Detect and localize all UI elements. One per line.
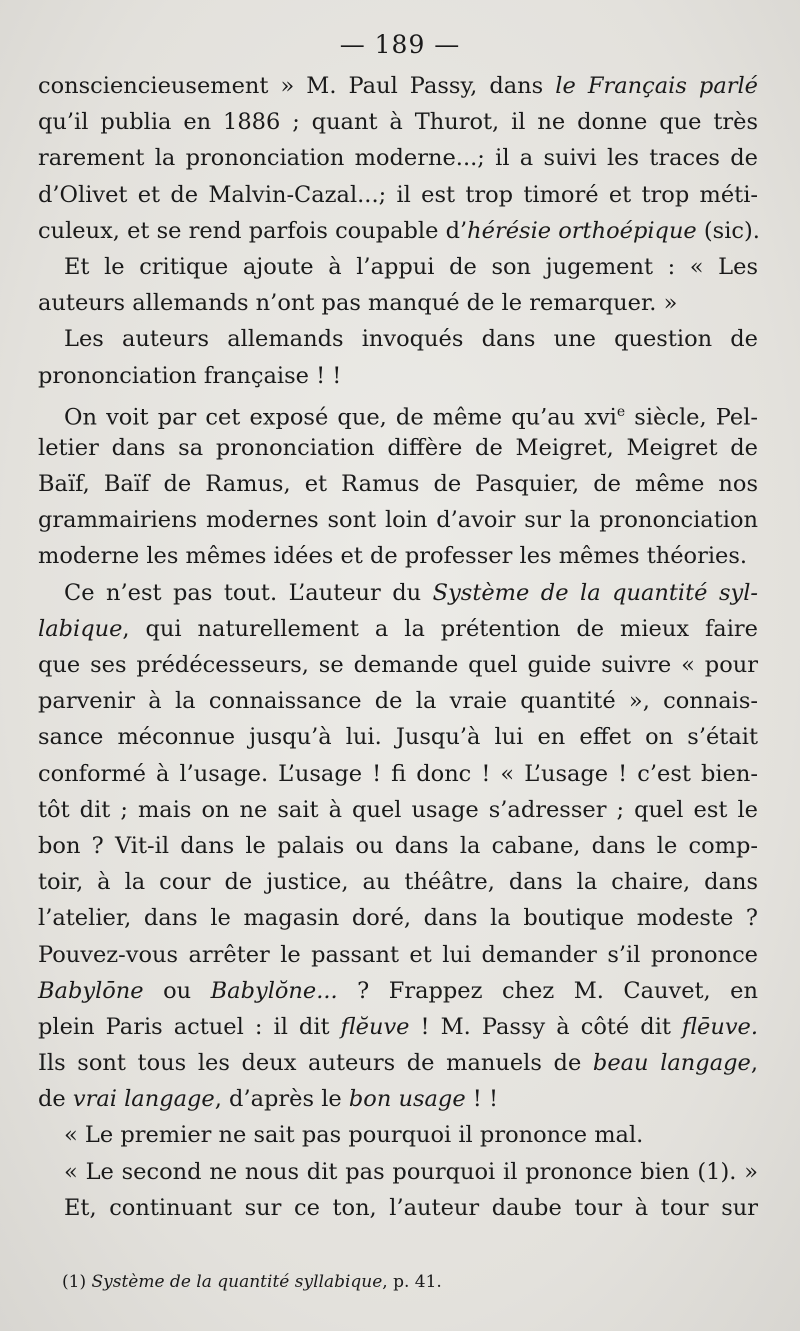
text-line	[38, 1045, 758, 1081]
text-run: (sic).	[696, 217, 760, 244]
text-line	[38, 973, 758, 1009]
text-run: l’atelier, dans le magasin doré, dans la boutique modeste ?	[38, 905, 758, 932]
text-run: Ce n’est pas tout. L’auteur du	[64, 579, 433, 606]
italic-text: le Français parlé	[555, 73, 759, 99]
italic-text: hérésie orthoépique	[467, 217, 697, 244]
text-run: sance méconnue jusqu’à lui. Jusqu’à lui en effet on s’était	[38, 724, 758, 751]
text-run: moderne les mêmes idées et de professer les mêmes théories.	[38, 543, 748, 570]
text-run: bon ? Vit-il dans le palais ou dans la cabane, dans le comp-	[38, 832, 758, 859]
italic-text: flĕuve	[340, 1013, 410, 1040]
text-line	[38, 321, 758, 357]
italic-text: vrai langage	[72, 1086, 215, 1113]
text-run: prononciation française ! !	[38, 362, 342, 389]
text-line	[38, 140, 758, 176]
text-run: ou	[143, 977, 211, 1004]
text-line	[38, 394, 758, 430]
text-line	[38, 937, 758, 973]
text-line	[38, 828, 758, 864]
italic-text: flēuve.	[682, 1013, 758, 1040]
text-line	[38, 1009, 758, 1045]
text-run: siècle, Pel-	[625, 404, 758, 431]
text-run: toir, à la cour de justice, au théâtre, dans la chaire, dans	[38, 869, 758, 896]
text-line	[38, 1190, 758, 1226]
text-line	[38, 538, 758, 574]
text-run: , d’après le	[214, 1086, 349, 1113]
text-run: parvenir à la connaissance de la vraie quantité », connais-	[38, 688, 758, 715]
text-line	[38, 502, 758, 538]
text-run: qu’il publia en 1886 ; quant à Thurot, il ne donne que très	[38, 109, 758, 136]
text-run: auteurs allemands n’ont pas manqué de le remarquer. »	[38, 290, 678, 317]
text-line	[38, 213, 758, 249]
text-line	[38, 358, 758, 394]
italic-text: labique	[38, 615, 123, 642]
text-run: Et le critique ajoute à l’appui de son jugement : « Les	[64, 253, 758, 280]
footnote-title: Système de la quantité syllabique	[91, 1272, 383, 1292]
text-run: Les auteurs allemands invoqués dans une question de	[64, 326, 758, 353]
text-line	[38, 430, 758, 466]
page-number: — 189 —	[339, 30, 461, 59]
footnote-marker: (1)	[62, 1272, 92, 1292]
text-run: Ils sont tous les deux auteurs de manuels de	[38, 1050, 593, 1077]
text-line	[38, 1154, 758, 1190]
text-run: tôt dit ; mais on ne sait à quel usage s’adresser ; quel est le	[38, 796, 758, 823]
text-line	[38, 575, 758, 611]
text-run: ! M. Passy à côté dit	[409, 1013, 682, 1040]
text-run: consciencieusement » M. Paul Passy, dans	[38, 73, 556, 99]
text-line	[38, 177, 758, 213]
text-run: « Le second ne nous dit pas pourquoi il prononce bien (1). »	[64, 1158, 758, 1185]
italic-text: Système de la quantité syl-	[432, 579, 758, 606]
text-line	[38, 249, 758, 285]
text-run: conformé à l’usage. L’usage ! fi donc ! « L’usage ! c’est bien-	[38, 760, 758, 787]
italic-text: bon usage	[348, 1086, 466, 1113]
text-line	[38, 1117, 758, 1153]
text-line	[38, 466, 758, 502]
text-line	[38, 68, 758, 104]
text-run: rarement la prononciation moderne...; il a suivi les traces de	[38, 145, 758, 172]
text-line	[38, 756, 758, 792]
italic-text: beau langage	[592, 1050, 751, 1077]
footnote	[62, 1272, 442, 1292]
text-line	[38, 900, 758, 936]
text-line	[38, 104, 758, 140]
text-run: Pouvez-vous arrêter le passant et lui demander s’il prononce	[38, 941, 758, 968]
text-run: grammairiens modernes sont loin d’avoir sur la prononciation	[38, 507, 758, 534]
text-run: culeux, et se rend parfois coupable d’	[38, 217, 468, 244]
italic-text: Babylŏne...	[210, 977, 338, 1004]
text-line	[38, 611, 758, 647]
text-line	[38, 864, 758, 900]
text-run: ? Frappez chez M. Cauvet, en	[337, 977, 758, 1004]
footnote-rest: , p. 41.	[382, 1272, 442, 1292]
italic-text: Babylōne	[38, 977, 144, 1004]
text-run: On voit par cet exposé que, de même qu’au xvi	[64, 404, 617, 431]
text-run: d’Olivet et de Malvin-Cazal...; il est trop timoré et trop méti-	[38, 181, 758, 208]
body-text	[38, 68, 758, 1226]
text-line	[38, 683, 758, 719]
text-run: e	[616, 403, 626, 420]
text-line	[38, 719, 758, 755]
text-run: Baïf, Baïf de Ramus, et Ramus de Pasquier, de même nos	[38, 471, 758, 498]
text-line	[38, 792, 758, 828]
text-line	[38, 1081, 758, 1117]
text-run: ! !	[465, 1086, 499, 1113]
text-run: letier dans sa prononciation diffère de Meigret, Meigret de	[38, 434, 758, 461]
text-run: , qui naturellement a la prétention de mieux faire	[122, 615, 758, 642]
text-run: plein Paris actuel : il dit	[38, 1013, 341, 1040]
text-run: de	[38, 1086, 73, 1113]
text-run: que ses prédécesseurs, se demande quel guide suivre « pour	[38, 652, 758, 678]
text-run: Et, continuant sur ce ton, l’auteur daube tour à tour sur	[64, 1194, 758, 1221]
text-line	[38, 647, 758, 683]
text-run: ,	[750, 1050, 758, 1077]
text-run: « Le premier ne sait pas pourquoi il prononce mal.	[64, 1122, 644, 1149]
text-line	[38, 285, 758, 321]
